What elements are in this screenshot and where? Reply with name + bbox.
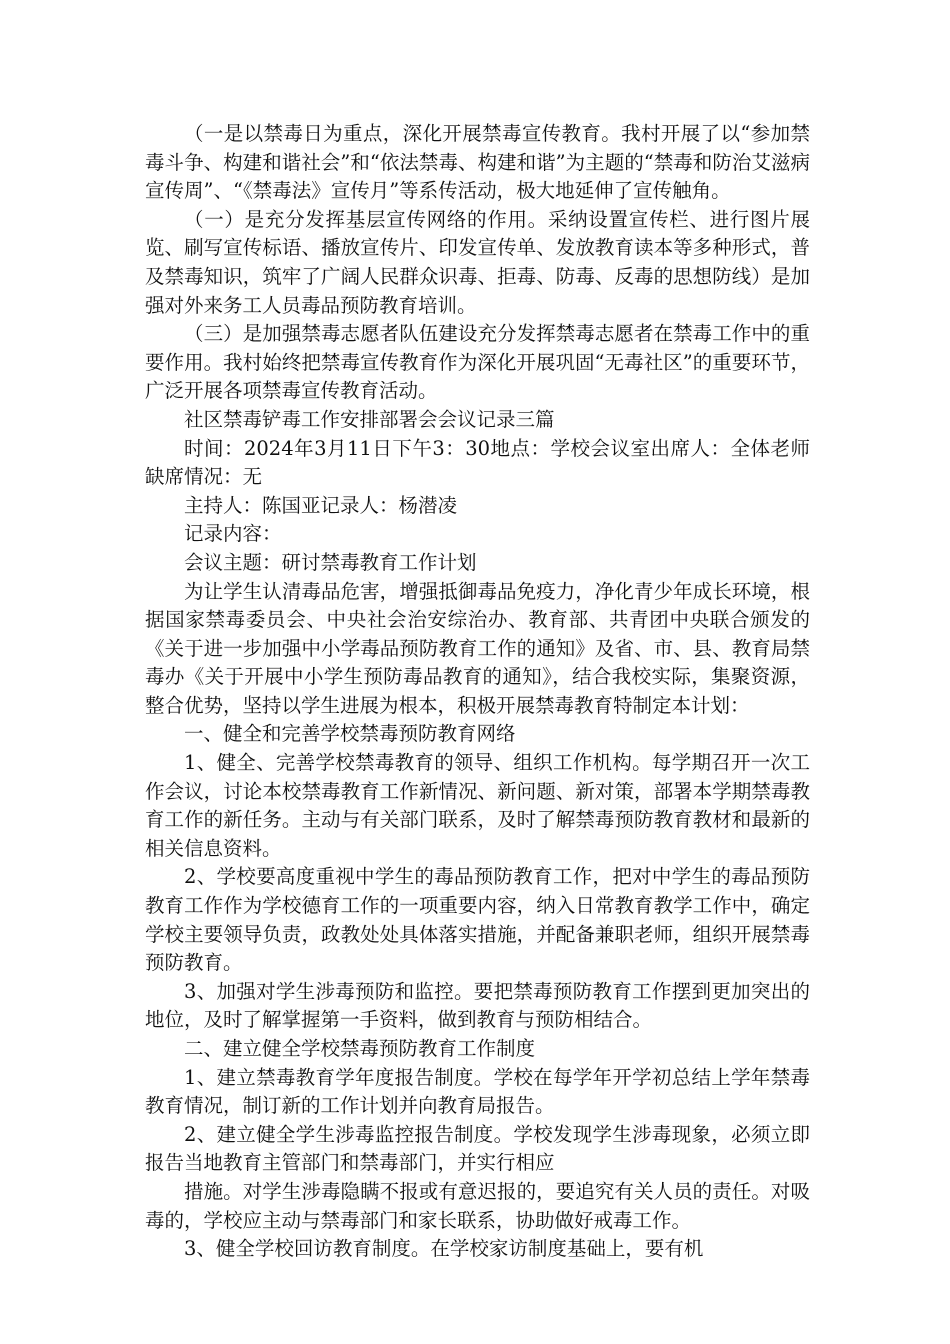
heading-two: 二、建立健全学校禁毒预防教育工作制度 [184,1037,536,1060]
paragraph-2: （一）是充分发挥基层宣传网络的作用。采纳设置宣传栏、进行图片展览、刷写宣传标语、播放宣传片、印发宣传单、发放教育读本等多种形式，普及禁毒知识，筑牢了广阔人民群众识毒、拒毒、防毒、反毒的思想防线）是加强对外来务工人员毒品预防教育培训。 [145,207,810,317]
meeting-topic: 会议主题：研讨禁毒教育工作计划 [184,550,477,574]
item-2-1: 1、建立禁毒教育学年度报告制度。学校在每学年开学初总结上学年禁毒教育情况，制订新的工作计划并向教育局报告。 [145,1065,810,1118]
paragraph-1: （一是以禁毒日为重点，深化开展禁毒宣传教育。我村开展了以“参加禁毒斗争、构建和谐社会”和“依法禁毒、构建和谐”为主题的“禁毒和防治艾滋病宣传周”、“《禁毒法》宣传月”等系传活动，极大地延伸了宣传触角。 [145,122,810,203]
section-title: 社区禁毒铲毒工作安排部署会会议记录三篇 [184,407,555,431]
meeting-time-location: 时间：2024年3月11日下午3：30地点：学校会议室出席人：全体老师缺席情况：无 [145,436,810,489]
record-content-label: 记录内容： [184,522,282,546]
item-2-3: 3、健全学校回访教育制度。在学校家访制度基础上，要有机 [184,1237,704,1261]
heading-one: 一、健全和完善学校禁毒预防教育网络 [184,722,516,746]
meeting-host-recorder: 主持人：陈国亚记录人：杨潜凌 [184,493,458,517]
item-2-2-continued: 措施。对学生涉毒隐瞒不报或有意迟报的，要追究有关人员的责任。对吸毒的，学校应主动与禁毒部门和家长联系，协助做好戒毒工作。 [145,1179,810,1232]
document-body [145,120,810,1264]
item-2-2: 2、建立健全学生涉毒监控报告制度。学校发现学生涉毒现象，必须立即报告当地教育主管部门和禁毒部门，并实行相应 [145,1122,810,1175]
item-1-1: 1、健全、完善学校禁毒教育的领导、组织工作机构。每学期召开一次工作会议，讨论本校禁毒教育工作新情况、新问题、新对策，部署本学期禁毒教育工作的新任务。主动与有关部门联系，及时了解禁毒预防教育教材和最新的相关信息资料。 [145,751,810,860]
item-1-2: 2、学校要高度重视中学生的毒品预防教育工作，把对中学生的毒品预防教育工作作为学校德育工作的一项重要内容，纳入日常教育教学工作中，确定学校主要领导负责，政教处处具体落实措施，并配备兼职老师，组织开展禁毒预防教育。 [145,865,810,975]
paragraph-plan-intro: 为让学生认清毒品危害，增强抵御毒品免疫力，净化青少年成长环境，根据国家禁毒委员会、中央社会治安综治办、教育部、共青团中央联合颁发的《关于进一步加强中小学毒品预防教育工作的通知》及省、市、县、教育局禁毒办《关于开展中小学生预防毒品教育的通知》，结合我校实际，集聚资源，整合优势，坚持以学生进展为根本，积极开展禁毒教育特制定本计划： [145,579,810,717]
paragraph-3: （三）是加强禁毒志愿者队伍建设充分发挥禁毒志愿者在禁毒工作中的重要作用。我村始终把禁毒宣传教育作为深化开展巩固“无毒社区”的重要环节，广泛开展各项禁毒宣传教育活动。 [145,322,810,403]
item-1-3: 3、加强对学生涉毒预防和监控。要把禁毒预防教育工作摆到更加突出的地位，及时了解掌握第一手资料，做到教育与预防相结合。 [145,979,810,1032]
